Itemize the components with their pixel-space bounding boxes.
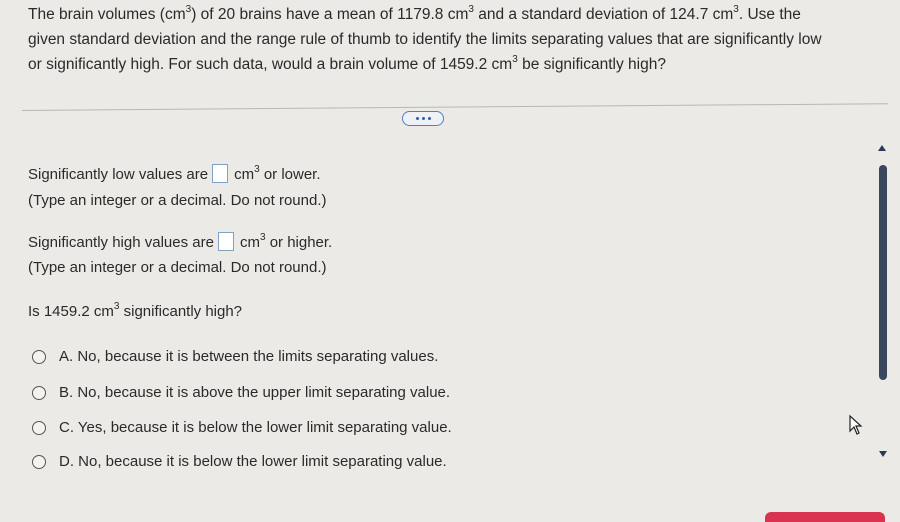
submit-button-edge[interactable]: [765, 512, 885, 522]
radio-button[interactable]: [32, 386, 46, 400]
mouse-cursor-icon: [848, 414, 864, 436]
scroll-down-arrow-icon[interactable]: [879, 451, 887, 457]
radio-button[interactable]: [32, 350, 46, 364]
option-d[interactable]: D. No, because it is below the lower limit separating value.: [32, 452, 447, 472]
option-a[interactable]: A. No, because it is between the limits separating values.: [32, 347, 438, 367]
high-limit-row: Significantly high values are $cm^3$ or higher.: [28, 232, 333, 251]
high-limit-hint: (Type an integer or a decimal. Do not round.): [28, 259, 327, 276]
problem-line-2: given standard deviation and the range rule of thumb to identify the limits separating values that are significantly low: [28, 31, 822, 48]
low-limit-input[interactable]: [212, 164, 228, 183]
scrollbar-thumb[interactable]: [879, 165, 887, 380]
high-limit-input[interactable]: [218, 232, 234, 251]
problem-statement: [28, 2, 868, 77]
high-limit-label: Significantly high values are: [28, 234, 214, 251]
option-b[interactable]: B. No, because it is above the upper limit separating value.: [32, 383, 450, 403]
low-limit-label: Significantly low values are: [28, 166, 209, 183]
low-limit-hint: (Type an integer or a decimal. Do not round.): [28, 192, 327, 209]
scroll-up-arrow-icon[interactable]: [878, 145, 886, 151]
option-c[interactable]: C. Yes, because it is below the lower limit separating value.: [32, 418, 452, 438]
radio-button[interactable]: [32, 421, 46, 435]
show-more-button[interactable]: [402, 111, 444, 126]
ellipsis-icon: [416, 117, 419, 120]
significance-question: Is 1459.2 $cm^3$ significantly high?: [28, 301, 243, 320]
section-divider: [22, 103, 888, 111]
low-limit-row: Significantly low values are $cm^3$ or lower.: [28, 164, 321, 183]
radio-button[interactable]: [32, 455, 46, 469]
problem-line-1: The brain volumes $(cm^3)$ of 20 brains have a mean of 1179.8 $cm^3$ and a standard deviation of 124.7 $cm^3$. Use the: [28, 4, 801, 23]
problem-line-3: or significantly high. For such data, would a brain volume of 1459.2 $cm^3$ be significantly high?: [28, 54, 666, 73]
